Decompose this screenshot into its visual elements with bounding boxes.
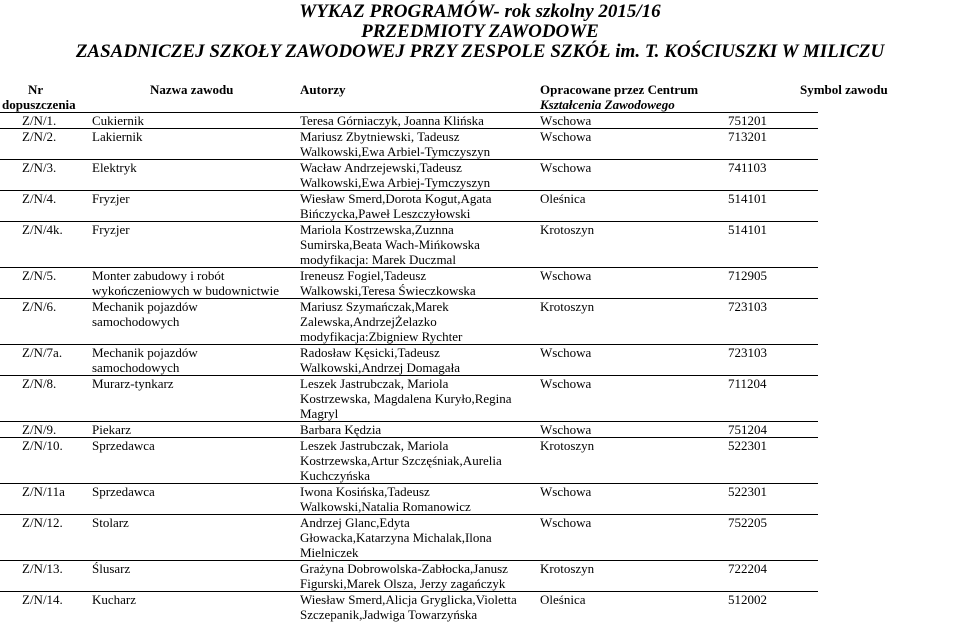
table-row	[0, 345, 818, 376]
nazwa-line: Kucharz	[92, 592, 137, 607]
row-centrum: Krotoszyn	[540, 561, 728, 592]
nazwa-line: Sprzedawca	[92, 438, 155, 453]
program-rows	[0, 113, 818, 623]
row-nr: Z/N/9.	[0, 422, 92, 438]
row-autorzy	[300, 438, 540, 484]
nazwa-line: Mechanik pojazdów	[92, 299, 198, 314]
header-nazwa-zawodu: Nazwa zawodu	[150, 82, 234, 97]
autorzy-line: Magryl	[300, 406, 339, 421]
nazwa-line: Sprzedawca	[92, 484, 155, 499]
autorzy-line: Grażyna Dobrowolska-Zabłocka,Janusz	[300, 561, 508, 576]
autorzy-line: Wiesław Smerd,Alicja Gryglicka,Violetta	[300, 592, 517, 607]
row-symbol: 723103	[728, 299, 818, 345]
autorzy-line: Sumirska,Beata Wach-Mińkowska	[300, 237, 480, 252]
header-symbol-zawodu: Symbol zawodu	[800, 82, 888, 97]
row-nazwa-zawodu	[92, 129, 300, 160]
row-centrum: Oleśnica	[540, 592, 728, 623]
autorzy-line: Walkowski,Natalia Romanowicz	[300, 499, 471, 514]
nazwa-line: Elektryk	[92, 160, 137, 175]
table-row	[0, 438, 818, 484]
table-row	[0, 376, 818, 422]
autorzy-line: Walkowski,Ewa Arbiej-Tymczyszyn	[300, 175, 491, 190]
row-centrum: Krotoszyn	[540, 222, 728, 268]
row-autorzy	[300, 222, 540, 268]
row-centrum: Krotoszyn	[540, 299, 728, 345]
nazwa-line: Monter zabudowy i robót	[92, 268, 225, 283]
row-nazwa-zawodu	[92, 376, 300, 422]
nazwa-line: Murarz-tynkarz	[92, 376, 174, 391]
header-nr: Nr	[28, 82, 44, 97]
row-nazwa-zawodu	[92, 484, 300, 515]
autorzy-line: Kostrzewska, Magdalena Kuryło,Regina	[300, 391, 512, 406]
row-nr: Z/N/5.	[0, 268, 92, 299]
nazwa-line: samochodowych	[92, 360, 180, 375]
autorzy-line: Zalewska,AndrzejŻelazko	[300, 314, 437, 329]
autorzy-line: Kostrzewska,Artur Szczęśniak,Aurelia	[300, 453, 502, 468]
table-row	[0, 299, 818, 345]
row-centrum: Wschowa	[540, 345, 728, 376]
nazwa-line: Fryzjer	[92, 222, 130, 237]
header-autorzy: Autorzy	[300, 82, 346, 97]
row-nazwa-zawodu	[92, 268, 300, 299]
autorzy-line: Mielniczek	[300, 545, 359, 560]
row-autorzy	[300, 561, 540, 592]
autorzy-line: Figurski,Marek Olsza, Jerzy zagańczyk	[300, 576, 506, 591]
table-row	[0, 113, 818, 129]
row-symbol: 512002	[728, 592, 818, 623]
row-nr: Z/N/11a	[0, 484, 92, 515]
row-symbol: 712905	[728, 268, 818, 299]
row-nr: Z/N/1.	[0, 113, 92, 129]
row-centrum: Wschowa	[540, 113, 728, 129]
row-nazwa-zawodu	[92, 299, 300, 345]
row-centrum: Wschowa	[540, 422, 728, 438]
autorzy-line: Andrzej Glanc,Edyta	[300, 515, 410, 530]
row-symbol: 722204	[728, 561, 818, 592]
row-symbol: 711204	[728, 376, 818, 422]
row-nazwa-zawodu	[92, 191, 300, 222]
row-nr: Z/N/6.	[0, 299, 92, 345]
autorzy-line: Leszek Jastrubczak, Mariola	[300, 438, 449, 453]
row-centrum: Wschowa	[540, 129, 728, 160]
row-symbol: 751204	[728, 422, 818, 438]
row-nr: Z/N/4k.	[0, 222, 92, 268]
row-autorzy	[300, 191, 540, 222]
table-row	[0, 515, 818, 561]
row-autorzy	[300, 129, 540, 160]
header-dopuszczenia: dopuszczenia	[2, 97, 76, 112]
table-row	[0, 561, 818, 592]
row-nr: Z/N/4.	[0, 191, 92, 222]
row-symbol: 751201	[728, 113, 818, 129]
nazwa-line: Mechanik pojazdów	[92, 345, 198, 360]
row-symbol: 514101	[728, 191, 818, 222]
row-symbol: 713201	[728, 129, 818, 160]
row-nr: Z/N/2.	[0, 129, 92, 160]
row-autorzy	[300, 376, 540, 422]
autorzy-line: Mariusz Szymańczak,Marek	[300, 299, 449, 314]
autorzy-line: Radosław Kęsicki,Tadeusz	[300, 345, 440, 360]
row-nr: Z/N/7a.	[0, 345, 92, 376]
autorzy-line: Wacław Andrzejewski,Tadeusz	[300, 160, 462, 175]
row-nazwa-zawodu	[92, 113, 300, 129]
row-symbol: 522301	[728, 484, 818, 515]
row-nazwa-zawodu	[92, 561, 300, 592]
table-row	[0, 268, 818, 299]
table-row	[0, 191, 818, 222]
autorzy-line: modyfikacja: Marek Duczmal	[300, 252, 456, 267]
row-autorzy	[300, 484, 540, 515]
table-row	[0, 222, 818, 268]
autorzy-line: Głowacka,Katarzyna Michalak,Ilona	[300, 530, 492, 545]
row-nazwa-zawodu	[92, 592, 300, 623]
row-autorzy	[300, 515, 540, 561]
row-centrum: Krotoszyn	[540, 438, 728, 484]
row-centrum: Wschowa	[540, 376, 728, 422]
school-name: ZASADNICZEJ SZKOŁY ZAWODOWEJ PRZY ZESPOLE SZKÓŁ im. T. KOŚCIUSZKI W MILICZU	[75, 41, 885, 62]
row-nr: Z/N/3.	[0, 160, 92, 191]
row-autorzy	[300, 592, 540, 623]
table-row	[0, 129, 818, 160]
row-nr: Z/N/12.	[0, 515, 92, 561]
autorzy-line: Wiesław Smerd,Dorota Kogut,Agata	[300, 191, 492, 206]
table-row	[0, 422, 818, 438]
autorzy-line: Ireneusz Fogiel,Tadeusz	[300, 268, 427, 283]
row-autorzy	[300, 160, 540, 191]
document-subtitle: PRZEDMIOTY ZAWODOWE	[361, 21, 599, 42]
autorzy-line: Iwona Kosińska,Tadeusz	[300, 484, 430, 499]
document-title: WYKAZ PROGRAMÓW- rok szkolny 2015/16	[299, 1, 661, 22]
autorzy-line: Mariola Kostrzewska,Zuznna	[300, 222, 454, 237]
row-nazwa-zawodu	[92, 345, 300, 376]
row-nazwa-zawodu	[92, 515, 300, 561]
row-nazwa-zawodu	[92, 422, 300, 438]
nazwa-line: Ślusarz	[92, 561, 131, 576]
program-table	[0, 112, 818, 622]
table-row	[0, 592, 818, 623]
row-symbol: 741103	[728, 160, 818, 191]
row-centrum: Oleśnica	[540, 191, 728, 222]
row-autorzy	[300, 422, 540, 438]
row-symbol: 752205	[728, 515, 818, 561]
row-symbol: 514101	[728, 222, 818, 268]
row-nazwa-zawodu	[92, 438, 300, 484]
autorzy-line: Walkowski,Teresa Świeczkowska	[300, 283, 476, 298]
table-row	[0, 160, 818, 191]
nazwa-line: samochodowych	[92, 314, 180, 329]
row-autorzy	[300, 345, 540, 376]
autorzy-line: Walkowski,Ewa Arbiel-Tymczyszyn	[300, 144, 491, 159]
nazwa-line: Cukiernik	[92, 113, 144, 128]
row-nr: Z/N/14.	[0, 592, 92, 623]
header-opracowane: Opracowane przez Centrum	[540, 82, 699, 97]
row-centrum: Wschowa	[540, 268, 728, 299]
autorzy-line: Bińczycka,Paweł Leszczyłowski	[300, 206, 471, 221]
nazwa-line: wykończeniowych w budownictwie	[92, 283, 280, 298]
row-autorzy	[300, 299, 540, 345]
table-row	[0, 484, 818, 515]
row-symbol: 522301	[728, 438, 818, 484]
row-symbol: 723103	[728, 345, 818, 376]
row-centrum: Wschowa	[540, 484, 728, 515]
nazwa-line: Piekarz	[92, 422, 131, 437]
row-nazwa-zawodu	[92, 160, 300, 191]
row-nr: Z/N/8.	[0, 376, 92, 422]
nazwa-line: Stolarz	[92, 515, 129, 530]
header-ksztalcenia: Kształcenia Zawodowego	[540, 97, 675, 112]
autorzy-line: Barbara Kędzia	[300, 422, 382, 437]
autorzy-line: Mariusz Zbytniewski, Tadeusz	[300, 129, 460, 144]
nazwa-line: Lakiernik	[92, 129, 143, 144]
row-autorzy	[300, 268, 540, 299]
row-autorzy	[300, 113, 540, 129]
autorzy-line: modyfikacja:Zbigniew Rychter	[300, 329, 463, 344]
row-nr: Z/N/13.	[0, 561, 92, 592]
row-nr: Z/N/10.	[0, 438, 92, 484]
row-nazwa-zawodu	[92, 222, 300, 268]
row-centrum: Wschowa	[540, 160, 728, 191]
autorzy-line: Walkowski,Andrzej Domagała	[300, 360, 460, 375]
autorzy-line: Kuchczyńska	[300, 468, 371, 483]
row-centrum: Wschowa	[540, 515, 728, 561]
autorzy-line: Leszek Jastrubczak, Mariola	[300, 376, 449, 391]
autorzy-line: Teresa Górniaczyk, Joanna Klińska	[300, 113, 484, 128]
autorzy-line: Szczepanik,Jadwiga Towarzyńska	[300, 607, 478, 622]
nazwa-line: Fryzjer	[92, 191, 130, 206]
